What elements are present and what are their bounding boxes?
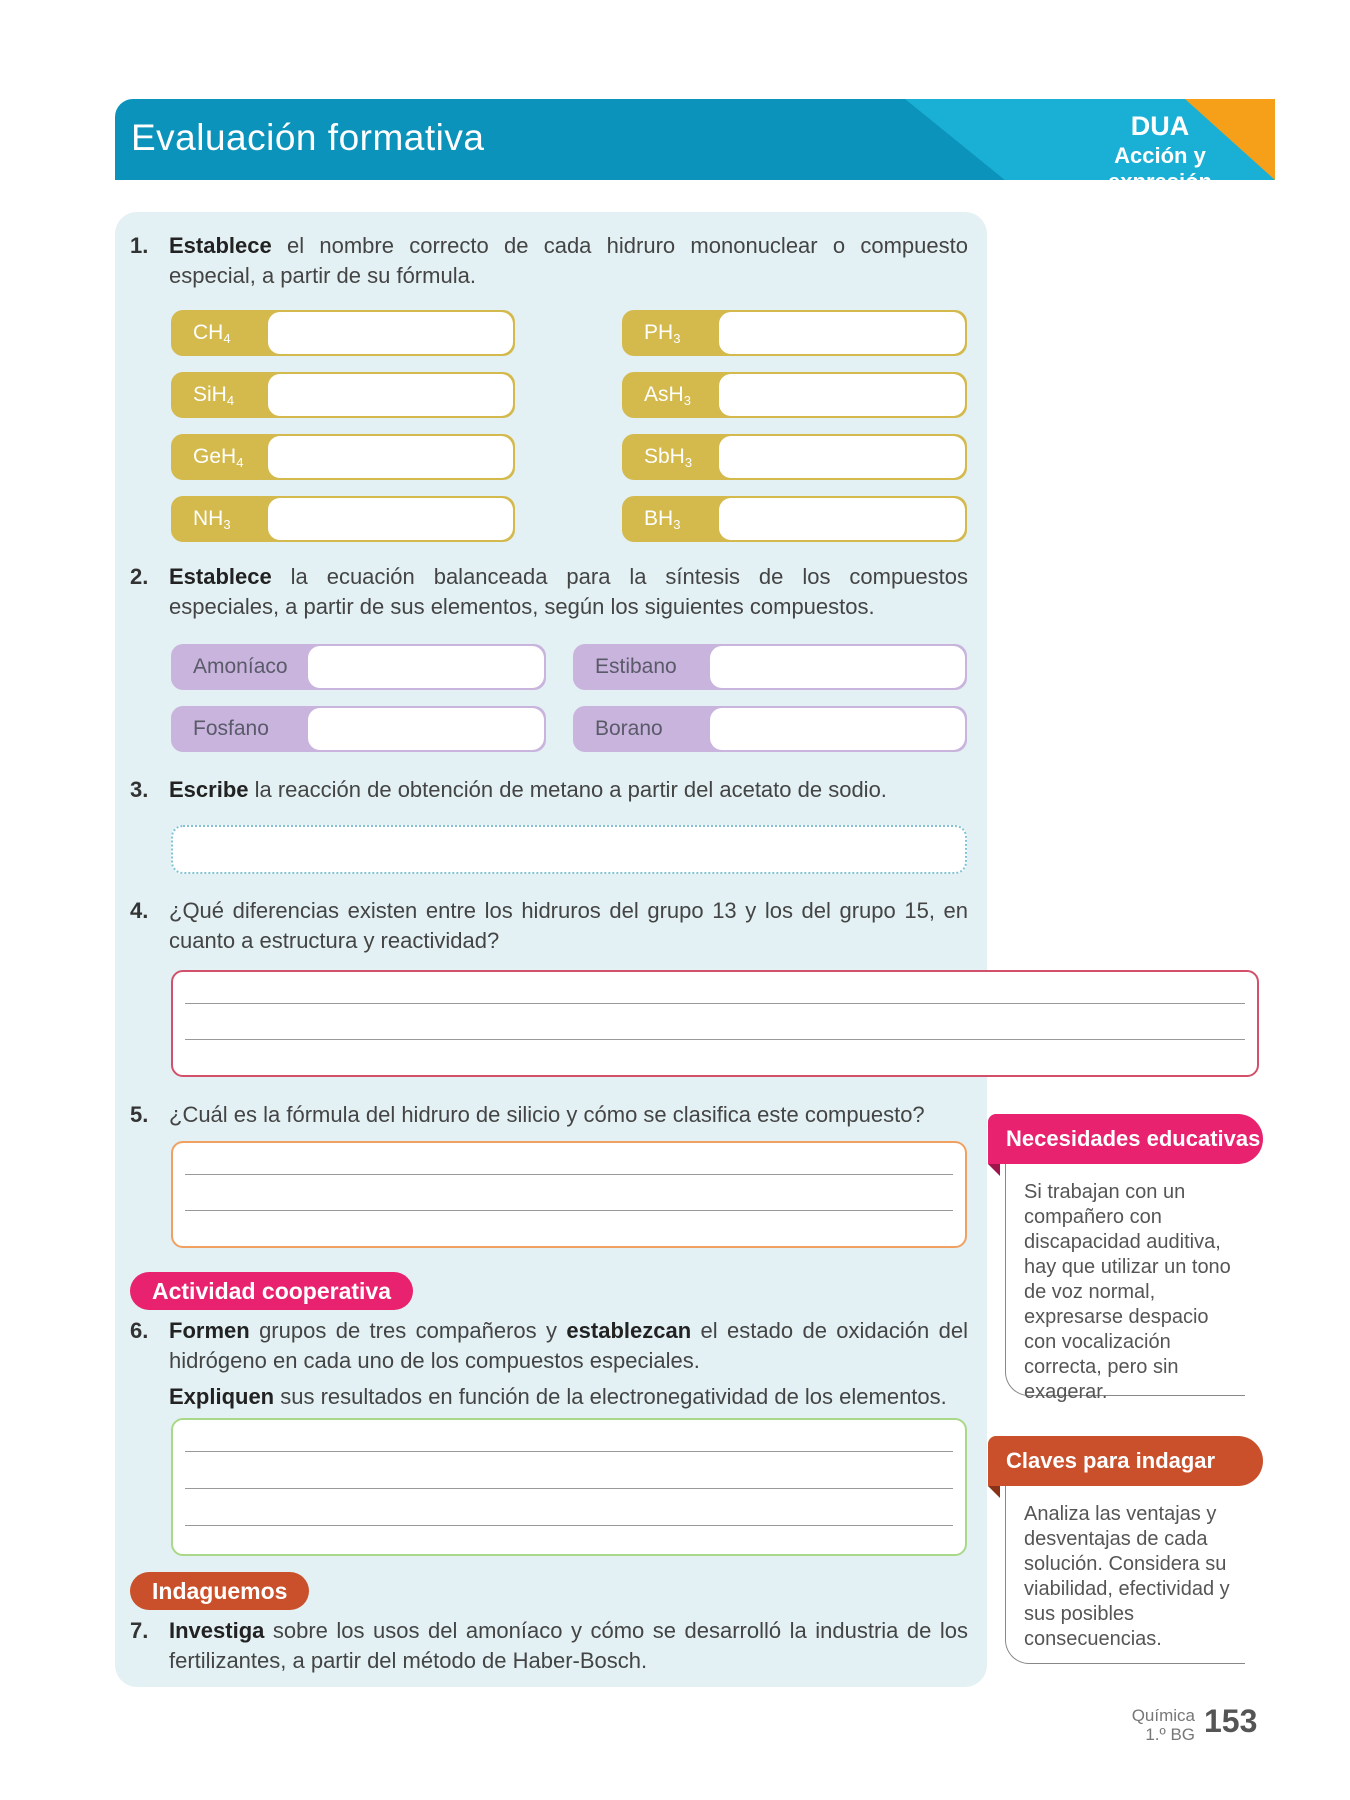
section-header [115,99,1275,194]
answer-input[interactable] [268,374,513,416]
formula-label: $PH_3$ [644,321,681,346]
question-text: ¿Qué diferencias existen entre los hidruros del grupo 13 y los del grupo 15, en cuanto a estructura y reactividad? [169,898,968,953]
dua-label: DUA [1130,111,1190,141]
answer-line [185,1488,953,1489]
question-number: 4. [130,898,149,923]
question-text: Formen grupos de tres compañeros y establezcan el estado de oxidación del hidrógeno en cada uno de los compuestos especiales. [169,1318,968,1373]
answer-input[interactable] [268,498,513,540]
formula-label: $CH_4$ [193,321,231,346]
question-text: Establece el nombre correcto de cada hidruro mononuclear o compuesto especial, a partir de su fórmula. [169,233,968,288]
answer-input[interactable] [268,436,513,478]
formula-field[interactable] [171,496,515,542]
formula-field[interactable] [622,434,967,480]
formula-field[interactable] [171,372,515,418]
question-text: Establece la ecuación balanceada para la síntesis de los compuestos especiales, a partir de sus elementos, según los siguientes compuestos. [169,564,968,619]
formula-label: SiH$_4$ [193,383,235,408]
compound-field[interactable] [573,706,967,752]
indaguemos-tag: Indaguemos [130,1572,309,1610]
formula-field[interactable] [622,310,967,356]
answer-input[interactable] [719,312,965,354]
answer-box-q3[interactable] [171,825,967,874]
answer-line [185,1525,953,1526]
footer-subject-name: Química [1131,1706,1195,1725]
question-text: Escribe la reacción de obtención de metano a partir del acetato de sodio. [169,777,887,802]
footer-subject [1100,1706,1195,1744]
formula-field[interactable] [622,496,967,542]
formula-label: SbH$_3$ [644,445,693,470]
answer-line [185,1451,953,1452]
necesidades-notch [988,1164,1000,1176]
formula-field[interactable] [171,310,515,356]
compound-label: Borano [595,717,663,740]
compound-label: Fosfano [193,717,269,740]
answer-line [185,1003,1245,1004]
answer-box-q4[interactable] [171,970,1259,1077]
answer-input[interactable] [719,436,965,478]
question-text: Investiga sobre los usos del amoníaco y cómo se desarrolló la industria de los fertilizantes, a partir del método de Haber-Bosch. [169,1618,968,1673]
answer-input[interactable] [710,646,965,688]
claves-text: Analiza las ventajas y desventajas de cada solución. Considera su viabilidad, efectividad y sus posibles consecuencias. [1005,1486,1245,1664]
answer-input[interactable] [268,312,513,354]
claves-notch [988,1486,1000,1498]
dua-subtitle: Acción y expresión [1108,143,1212,194]
question-number: 3. [130,777,149,802]
formula-label: AsH$_3$ [644,383,691,408]
question-text: ¿Cuál es la fórmula del hidruro de silicio y cómo se clasifica este compuesto? [169,1102,925,1127]
page-title: Evaluación formativa [131,117,485,158]
compound-label: Amoníaco [193,655,288,678]
formula-label: $BH_3$ [644,507,681,532]
answer-line [185,1039,1245,1040]
question-number: 2. [130,564,149,589]
compound-field[interactable] [171,706,546,752]
answer-input[interactable] [719,374,965,416]
formula-label: GeH$_4$ [193,445,244,470]
compound-field[interactable] [171,644,546,690]
answer-input[interactable] [308,708,544,750]
question-number: 5. [130,1102,149,1127]
compound-label: Estibano [595,655,677,678]
necesidades-text: Si trabajan con un compañero con discapacidad auditiva, hay que utilizar un tono de voz normal, expresarse despacio con vocalización correcta, pero sin exagerar. [1005,1164,1245,1396]
formula-field[interactable] [622,372,967,418]
page-number: 153 [1204,1703,1258,1739]
question-text-2: Expliquen sus resultados en función de la electronegatividad de los elementos. [169,1384,947,1409]
question-number: 1. [130,233,149,258]
answer-box-q5[interactable] [171,1141,967,1248]
answer-input[interactable] [719,498,965,540]
question-number: 6. [130,1318,149,1343]
formula-label: $NH_3$ [193,507,231,532]
cooperative-activity-tag: Actividad cooperativa [130,1272,413,1310]
answer-input[interactable] [710,708,965,750]
answer-line [185,1174,953,1175]
formula-field[interactable] [171,434,515,480]
necesidades-title: Necesidades educativas [988,1114,1263,1164]
footer-grade: 1.º BG [1145,1725,1195,1744]
question-number: 7. [130,1618,149,1643]
compound-field[interactable] [573,644,967,690]
answer-input[interactable] [308,646,544,688]
answer-line [185,1210,953,1211]
claves-title: Claves para indagar [988,1436,1263,1486]
answer-box-q6[interactable] [171,1418,967,1556]
